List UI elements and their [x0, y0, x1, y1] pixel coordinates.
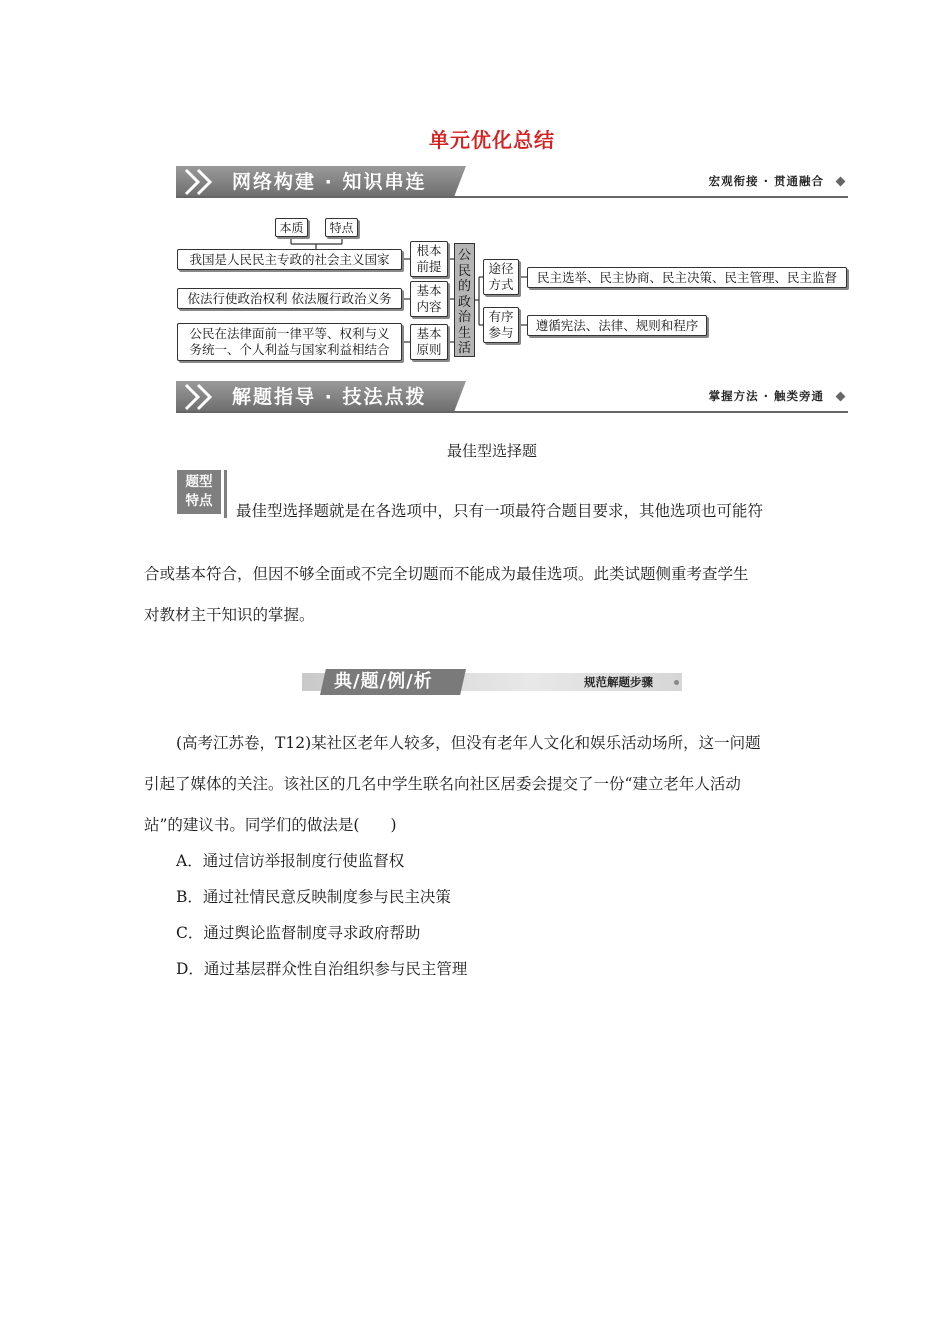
feature-text-line-1: 最佳型选择题就是在各选项中，只有一项最符合题目要求，其他选项也可能符 — [236, 502, 764, 520]
mid-label-line: 前提 — [416, 259, 442, 274]
question-type-tag — [177, 470, 221, 514]
banner-title: 网络构建 · 知识串连 — [232, 171, 427, 193]
concept-left-item-2: 依法行使政治权利 依法履行政治义务 — [177, 288, 402, 309]
option-b: B．通过社情民意反映制度参与民主决策 — [176, 888, 451, 906]
concept-right-item-rules: 遵循宪法、法律、规则和程序 — [527, 315, 707, 336]
concept-map-connectors — [0, 0, 950, 380]
concept-left-item-3 — [177, 323, 402, 361]
page-title: 单元优化总结 — [429, 128, 555, 152]
concept-mid-basic-content — [410, 281, 448, 317]
diamond-icon — [836, 392, 846, 402]
mid-label-line: 基本 — [416, 283, 442, 298]
mid-label-line: 原则 — [416, 342, 442, 357]
banner-subtitle: 掌握方法 · 触类旁通 — [708, 389, 824, 403]
question-stem-line-1: (高考江苏卷，T12)某社区老年人较多，但没有老年人文化和娱乐活动场所，这一问题 — [176, 734, 761, 752]
concept-mid-fundamental-premise — [410, 241, 448, 277]
concept-left-item-3-line-2: 务统一、个人利益与国家利益相结合 — [189, 342, 390, 357]
option-d: D．通过基层群众性自治组织参与民主管理 — [176, 960, 468, 978]
example-banner-title: 典/题/例/析 — [334, 671, 433, 692]
concept-left-item-3-line-1: 公民在法律面前一律平等、权利与义 — [189, 326, 390, 341]
section-subtitle: 最佳型选择题 — [446, 442, 537, 460]
option-c: C．通过舆论监督制度寻求政府帮助 — [176, 924, 421, 942]
tag-line: 题型 — [185, 474, 213, 490]
feature-text-line-2: 合或基本符合，但因不够全面或不完全切题而不能成为最佳选项。此类试题侧重考查学生 — [144, 565, 749, 583]
feature-text-line-3: 对教材主干知识的掌握。 — [144, 606, 315, 624]
question-stem-line-3: 站”的建议书。同学们的做法是( ) — [144, 816, 397, 834]
section-banner-guidance — [176, 381, 848, 419]
question-stem-line-2: 引起了媒体的关注。该社区的几名中学生联名向社区居委会提交了一份“建立老年人活动 — [144, 775, 741, 793]
concept-right-orderly-participation — [483, 307, 519, 343]
concept-label-essence: 本质 — [275, 218, 308, 237]
right-label-line: 途径 — [488, 261, 514, 276]
example-banner — [302, 669, 682, 695]
right-label-line: 有序 — [488, 309, 514, 324]
right-label-line: 方式 — [488, 277, 514, 292]
dot-icon — [674, 680, 679, 685]
banner-subtitle: 宏观衔接 · 贯通融合 — [708, 174, 824, 188]
tag-divider — [224, 470, 227, 518]
concept-mid-basic-principle — [410, 324, 448, 360]
double-chevron-icon — [182, 383, 228, 411]
mid-label-line: 内容 — [416, 299, 442, 314]
concept-label-feature: 特点 — [325, 218, 358, 237]
example-banner-subtitle: 规范解题步骤 — [584, 675, 653, 689]
mid-label-line: 根本 — [416, 243, 442, 258]
concept-right-item-democracy: 民主选举、民主协商、民主决策、民主管理、民主监督 — [527, 267, 847, 288]
concept-right-channels — [483, 259, 519, 295]
concept-left-item-1: 我国是人民民主专政的社会主义国家 — [177, 249, 402, 270]
right-label-line: 参与 — [488, 325, 514, 340]
mid-label-line: 基本 — [416, 326, 442, 341]
concept-center-citizen-political-life: 公民的政治生活 — [454, 243, 475, 357]
banner-rule — [176, 411, 848, 413]
option-a: A．通过信访举报制度行使监督权 — [176, 852, 405, 870]
tag-line: 特点 — [185, 493, 213, 509]
banner-title: 解题指导 · 技法点拨 — [232, 386, 427, 408]
